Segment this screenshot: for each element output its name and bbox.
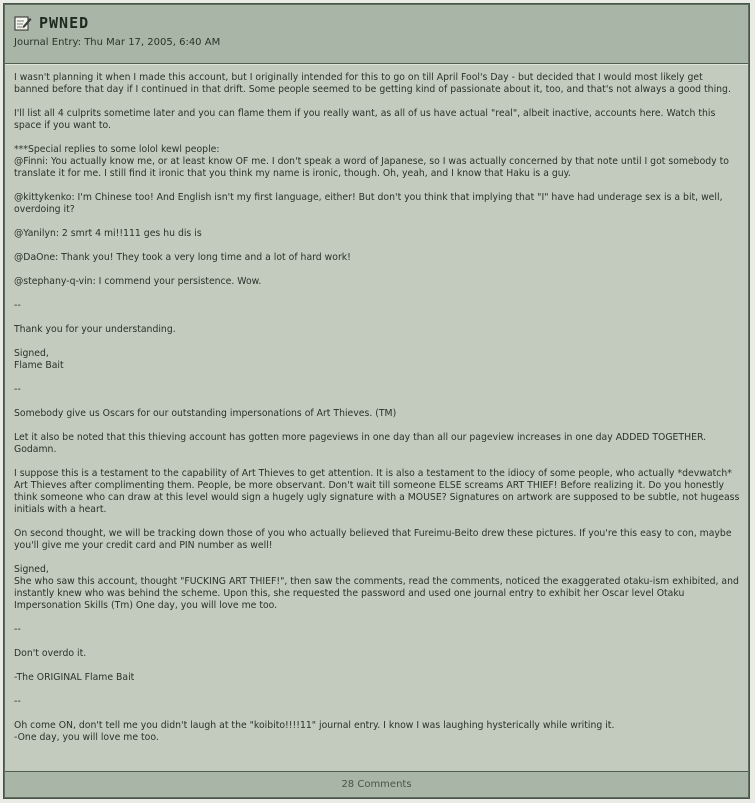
journal-header	[5, 5, 748, 64]
journal-paragraph: --	[14, 300, 21, 311]
journal-panel	[3, 3, 750, 799]
title-row	[14, 14, 89, 32]
journal-paragraph: @Yanilyn: 2 smrt 4 mi!!111 ges hu dis is	[14, 228, 202, 239]
journal-paragraph: @stephany-q-vin: I commend your persistence. Wow.	[14, 276, 262, 287]
journal-paragraph: Let it also be noted that this thieving account has gotten more pageviews in one day than all our pageview increases in one day ADDED TOGETHER. Godamn.	[14, 432, 710, 455]
journal-paragraph: --	[14, 384, 21, 395]
journal-paragraph: I suppose this is a testament to the capability of Art Thieves to get attention. It is also a testament to the idiocy of some people, who actually *devwatch* Art Thieves after complimenting them. People, be more observant. Don't wait till someone ELSE screams ART THIEF! Before realizing it. Do you honestly think someone who can draw at this level would sign a hugely ugly signature with a MOUSE? Signatures on artwork are supposed to be subtle, not hugeass initials with a heart.	[14, 468, 743, 515]
journal-footer	[5, 771, 748, 797]
journal-paragraph: --	[14, 696, 21, 707]
journal-paragraph: ***Special replies to some lolol kewl people: @Finni: You actually know me, or at least know OF me. I don't speak a word of Japanese, so I was actually concerned by that note until I got somebody to translate it for me. I still find it ironic that you think my name is ironic, though. Oh, yeah, and I know that Haku is a guy.	[14, 144, 729, 179]
journal-paragraph: Somebody give us Oscars for our outstanding impersonations of Art Thieves. (TM)	[14, 408, 397, 419]
journal-paragraph: Signed, Flame Bait	[14, 348, 64, 371]
journal-entry-date: Journal Entry: Thu Mar 17, 2005, 6:40 AM	[14, 37, 221, 48]
journal-paragraph: --	[14, 624, 21, 635]
journal-body	[5, 64, 748, 773]
journal-paragraph: -The ORIGINAL Flame Bait	[14, 672, 135, 683]
journal-edit-icon	[14, 15, 32, 31]
comments-link[interactable]: 28 Comments	[341, 779, 412, 790]
journal-entry-text	[14, 72, 743, 744]
journal-paragraph: I'll list all 4 culprits sometime later and you can flame them if you really want, as all of us have actual "real", albeit inactive, accounts here. Watch this space if you want to.	[14, 108, 719, 131]
journal-paragraph: On second thought, we will be tracking down those of you who actually believed that Fureimu-Beito drew these pictures. If you're this easy to con, maybe you'll give me your credit card and PIN number as well!	[14, 528, 735, 551]
journal-paragraph: Don't overdo it.	[14, 648, 87, 659]
journal-paragraph: I wasn't planning it when I made this account, but I originally intended for this to go on till April Fool's Day - but decided that I would most likely get banned before that day if I continued in that drift. Some people seemed to be getting kind of passionate about it, too, and that's not always a good thing.	[14, 72, 731, 95]
journal-paragraph: Thank you for your understanding.	[14, 324, 176, 335]
journal-paragraph: Signed, She who saw this account, thought "FUCKING ART THIEF!", then saw the comments, read the comments, noticed the exaggerated otaku-ism exhibited, and instantly knew who was behind the scheme. Upon this, she requested the password and used one journal entry to exhibit her Oscar level Otaku Impersonation Skills (Tm) One day, you will love me too.	[14, 564, 739, 611]
journal-paragraph: Oh come ON, don't tell me you didn't laugh at the "koibito!!!!11" journal entry. I know I was laughing hysterically while writing it. -One day, you will love me too.	[14, 720, 615, 743]
page-title: PWNED	[39, 14, 90, 32]
journal-paragraph: @DaOne: Thank you! They took a very long time and a lot of hard work!	[14, 252, 351, 263]
journal-paragraph: @kittykenko: I'm Chinese too! And English isn't my first language, either! But don't you think that implying that "I" have had underage sex is a bit, well, overdoing it?	[14, 192, 726, 215]
